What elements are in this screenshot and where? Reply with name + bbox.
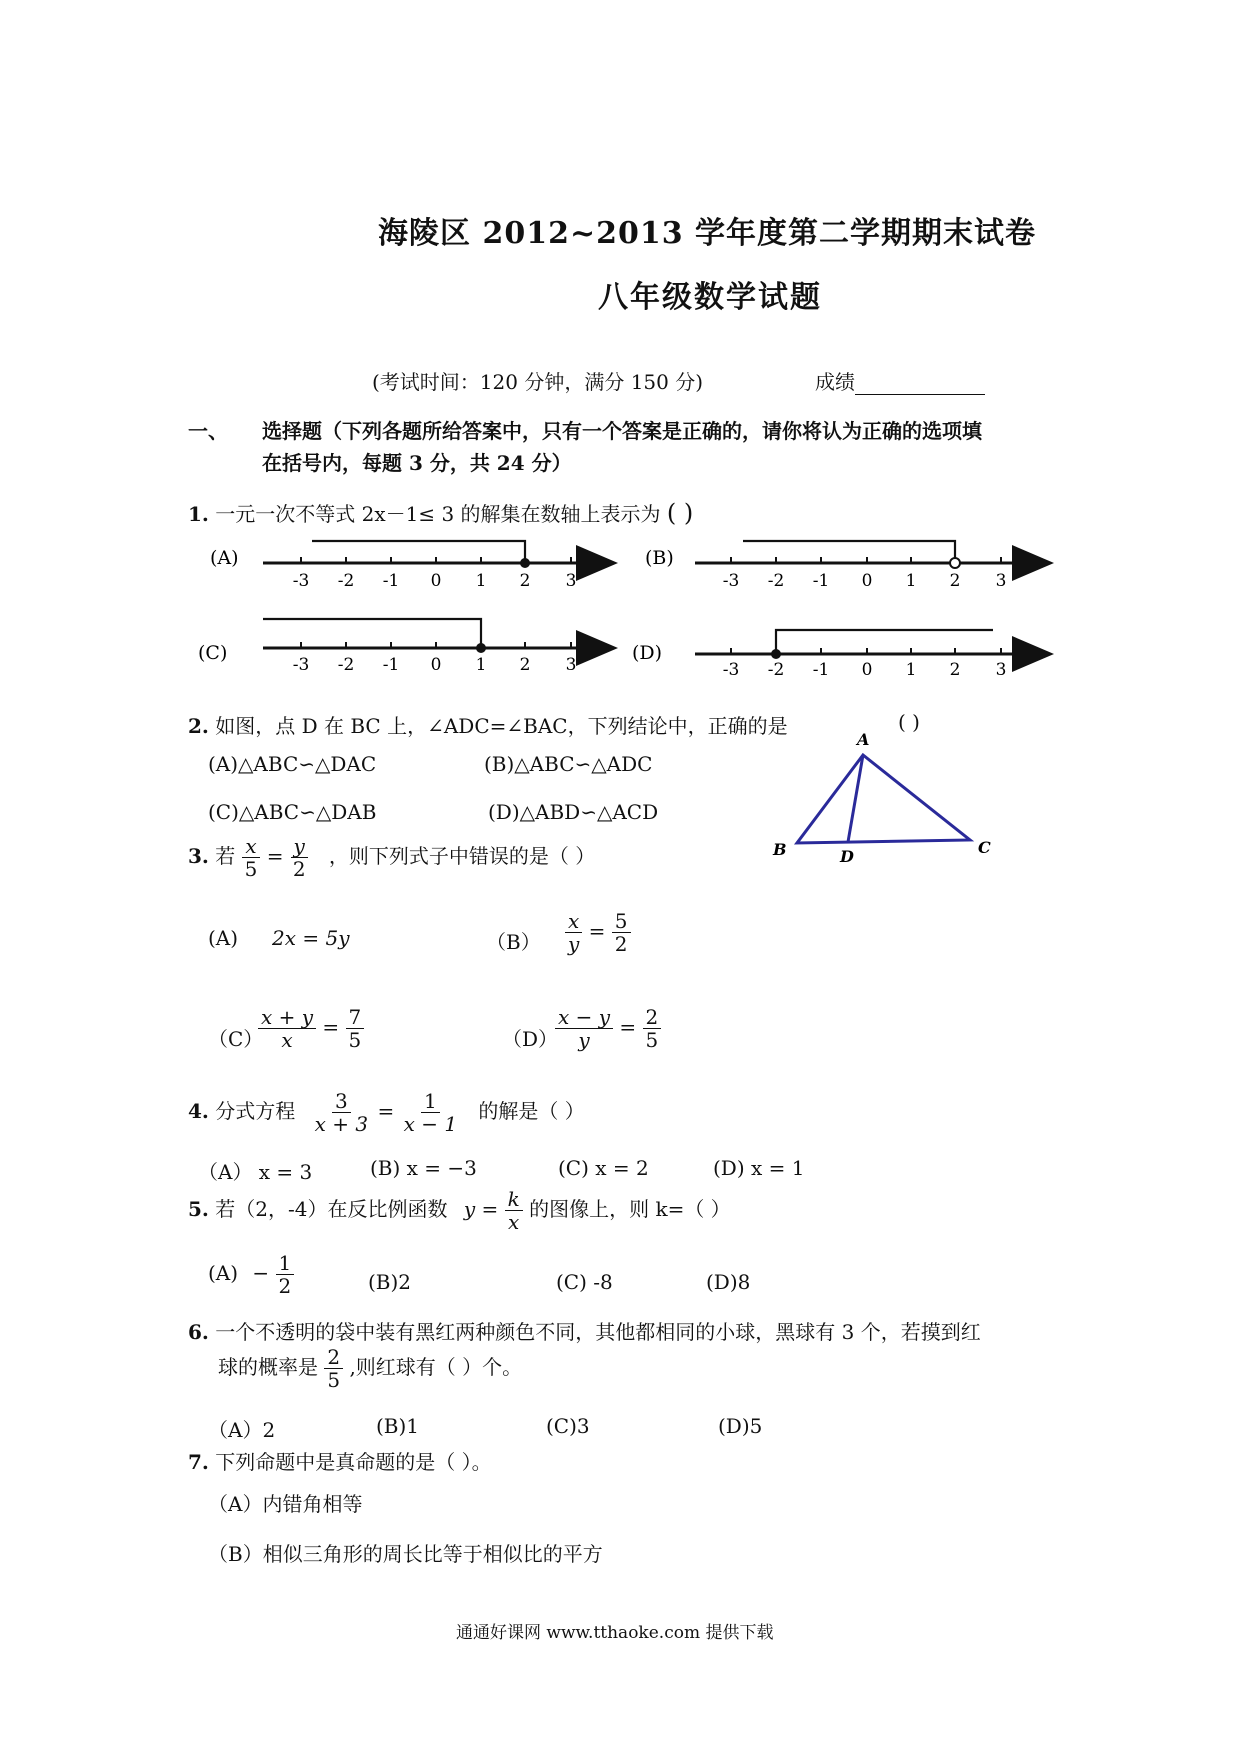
q1-c-tick-label: -2 <box>337 655 355 675</box>
q6-line1: 一个不透明的袋中装有黑红两种颜色不同，其他都相同的小球，黑球有 3 个，若摸到红 <box>215 1320 981 1344</box>
q5-prefix: 若（2，-4）在反比例函数 <box>215 1197 448 1221</box>
q1-number-lines <box>0 0 1240 720</box>
q1-c-tick-label: 1 <box>475 655 487 675</box>
exam-info: (考试时间：120 分钟，满分 150 分) <box>372 370 704 394</box>
q3-number: 3. <box>188 844 209 868</box>
q5-suffix: 的图像上，则 k=（ ） <box>529 1197 731 1221</box>
q4-option-b: (B) x = −3 <box>370 1156 477 1180</box>
q2-question <box>188 710 788 739</box>
q1-b-tick-label: 0 <box>861 571 873 591</box>
q7-option-b: （B）相似三角形的周长比等于相似比的平方 <box>208 1542 603 1566</box>
point-b-label: B <box>773 840 787 859</box>
q2-text: 如图，点 D 在 BC 上，∠ADC=∠BAC，下列结论中，正确的是 <box>215 714 788 738</box>
q3-option-c-label: （C） <box>208 1027 264 1051</box>
q5-func-lhs: y = <box>463 1197 499 1221</box>
q3-option-d-label: （D） <box>502 1027 559 1051</box>
q3-prefix: 若 <box>215 844 236 868</box>
q1-option-c-label: (C) <box>198 642 228 664</box>
exam-title: 海陵区 2012~2013 学年度第二学期期末试卷 <box>378 216 1037 251</box>
q2-option-a: (A)△ABC∽△DAC <box>208 752 377 776</box>
q3-option-b-expr: $\frac{x}{y}$ = $\frac{5}{2}$ <box>565 910 631 955</box>
q1-b-tick-label: 2 <box>949 571 961 591</box>
point-c-label: C <box>978 838 991 857</box>
q5-option-a: (A) − $\frac{1}{2}$ <box>208 1252 294 1297</box>
q5-number: 5. <box>188 1197 209 1221</box>
q2-option-d: (D)△ABD∽△ACD <box>488 800 659 824</box>
q1-number: 1. <box>188 502 209 526</box>
q1-b-solution-ray <box>743 541 955 563</box>
section-number: 一、 <box>188 419 228 443</box>
q1-b-tick-label: -1 <box>812 571 830 591</box>
q1-bracket: ( ) <box>666 499 694 527</box>
q3-frac-x5: $\frac{x}{5}$ <box>242 835 261 880</box>
q3-question: 3. 若 $\frac{x}{5}$ = $\frac{y}{2}$ ，则下列式子中错误的是（ ） <box>188 834 596 881</box>
q3-suffix: ，则下列式子中错误的是（ ） <box>328 844 596 868</box>
q4-right-frac: $\frac{1}{x - 1}$ <box>403 1089 458 1136</box>
q1-d-tick-label: 3 <box>995 660 1007 680</box>
q4-option-d: (D) x = 1 <box>713 1156 805 1180</box>
q2-number: 2. <box>188 714 209 738</box>
q1-b-tick-label: -3 <box>722 571 740 591</box>
q2-bracket: ( ) <box>898 710 920 734</box>
q6-option-b: (B)1 <box>376 1414 420 1438</box>
q6-frac: $\frac{2}{5}$ <box>324 1346 343 1391</box>
q4-number: 4. <box>188 1099 209 1123</box>
q6-question-line1 <box>188 1316 981 1345</box>
q1-c-solution-ray <box>263 619 481 648</box>
q3-option-a-label: (A) <box>208 926 239 950</box>
q5-option-b: (B)2 <box>368 1270 412 1294</box>
q1-d-tick-label: 1 <box>905 660 917 680</box>
q1-d-tick-label: 0 <box>861 660 873 680</box>
q4-prefix: 分式方程 <box>215 1099 296 1123</box>
q1-d-tick-label: -2 <box>767 660 785 680</box>
q1-option-b-label: (B) <box>645 547 674 569</box>
q1-d-tick-label: -1 <box>812 660 830 680</box>
q4-left-frac: $\frac{3}{x + 3}$ <box>314 1089 369 1136</box>
q4-option-a: （A） x = 3 <box>198 1160 313 1184</box>
q1-a-tick-label: 3 <box>565 571 577 591</box>
q1-a-solid-dot <box>520 558 530 568</box>
q1-b-tick-label: 3 <box>995 571 1007 591</box>
q5-option-d: (D)8 <box>706 1270 751 1294</box>
q1-d-solution-ray <box>776 630 993 654</box>
segment-ad <box>848 755 863 842</box>
q6-question-line2: 球的概率是 $\frac{2}{5}$ ,则红球有（ ）个。 <box>218 1345 523 1392</box>
point-d-label: D <box>840 847 854 865</box>
exam-subtitle: 八年级数学试题 <box>598 280 822 315</box>
q5-option-c: (C) -8 <box>556 1270 613 1294</box>
q1-d-solid-dot <box>771 649 781 659</box>
section-heading-line2: 在括号内，每题 3 分，共 24 分） <box>262 451 572 475</box>
q3-option-d-expr: $\frac{x - y}{y}$ = $\frac{2}{5}$ <box>555 1006 661 1051</box>
q3-frac-y2: $\frac{y}{2}$ <box>290 835 309 880</box>
q6-option-d: (D)5 <box>718 1414 763 1438</box>
q1-b-tick-label: -2 <box>767 571 785 591</box>
q1-a-tick-label: -3 <box>292 571 310 591</box>
q1-d-tick-label: -3 <box>722 660 740 680</box>
point-a-label: A <box>857 730 870 749</box>
q7-question <box>188 1446 492 1475</box>
q5-question <box>188 1188 731 1233</box>
q6-option-a: （A）2 <box>208 1418 276 1442</box>
q3-option-c-expr: $\frac{x + y}{x}$ = $\frac{7}{5}$ <box>258 1006 364 1051</box>
q2-option-b: (B)△ABC∽△ADC <box>484 752 653 776</box>
q1-c-tick-label: -1 <box>382 655 400 675</box>
q2-triangle-figure <box>760 725 1000 865</box>
q5-func-frac: $\frac{k}{x}$ <box>505 1188 523 1233</box>
section-heading-line1: 选择题（下列各题所给答案中，只有一个答案是正确的，请你将认为正确的选项填 <box>262 419 982 443</box>
q1-a-tick-label: 1 <box>475 571 487 591</box>
q7-number: 7. <box>188 1450 209 1474</box>
q3-option-b-label: （B） <box>486 930 541 954</box>
q1-c-tick-label: 3 <box>565 655 577 675</box>
q1-a-tick-label: 2 <box>519 571 531 591</box>
q1-option-a-label: (A) <box>210 547 239 569</box>
q1-c-solid-dot <box>476 643 486 653</box>
q1-a-tick-label: -2 <box>337 571 355 591</box>
q1-b-tick-label: 1 <box>905 571 917 591</box>
q1-a-tick-label: 0 <box>430 571 442 591</box>
q1-text: 一元一次不等式 2x－1≤ 3 的解集在数轴上表示为 <box>215 502 661 526</box>
footer-credit: 通通好课网 www.tthaoke.com 提供下载 <box>456 1623 774 1643</box>
q1-a-tick-label: -1 <box>382 571 400 591</box>
q6-number: 6. <box>188 1320 209 1344</box>
q7-text: 下列命题中是真命题的是（ ）。 <box>215 1450 492 1474</box>
q4-suffix: 的解是（ ） <box>478 1099 585 1123</box>
q1-a-solution-ray <box>312 541 525 563</box>
q1-c-tick-label: 0 <box>430 655 442 675</box>
q6-option-c: (C)3 <box>546 1414 590 1438</box>
triangle-abc <box>797 755 970 843</box>
q4-option-c: (C) x = 2 <box>558 1156 649 1180</box>
q4-question: 4. 分式方程 $\frac{3}{x + 3}$ = $\frac{1}{x - 1}$ 的解是（ ） <box>188 1089 585 1136</box>
q1-b-open-dot <box>950 558 960 568</box>
q1-c-tick-label: 2 <box>519 655 531 675</box>
q7-option-a: （A）内错角相等 <box>208 1492 363 1516</box>
score-label: 成绩 <box>815 370 855 394</box>
q3-option-a-expr: 2x = 5y <box>272 926 350 950</box>
q1-d-tick-label: 2 <box>949 660 961 680</box>
q1-c-tick-label: -3 <box>292 655 310 675</box>
q2-option-c: (C)△ABC∽△DAB <box>208 800 377 824</box>
q1-option-d-label: (D) <box>632 642 663 664</box>
